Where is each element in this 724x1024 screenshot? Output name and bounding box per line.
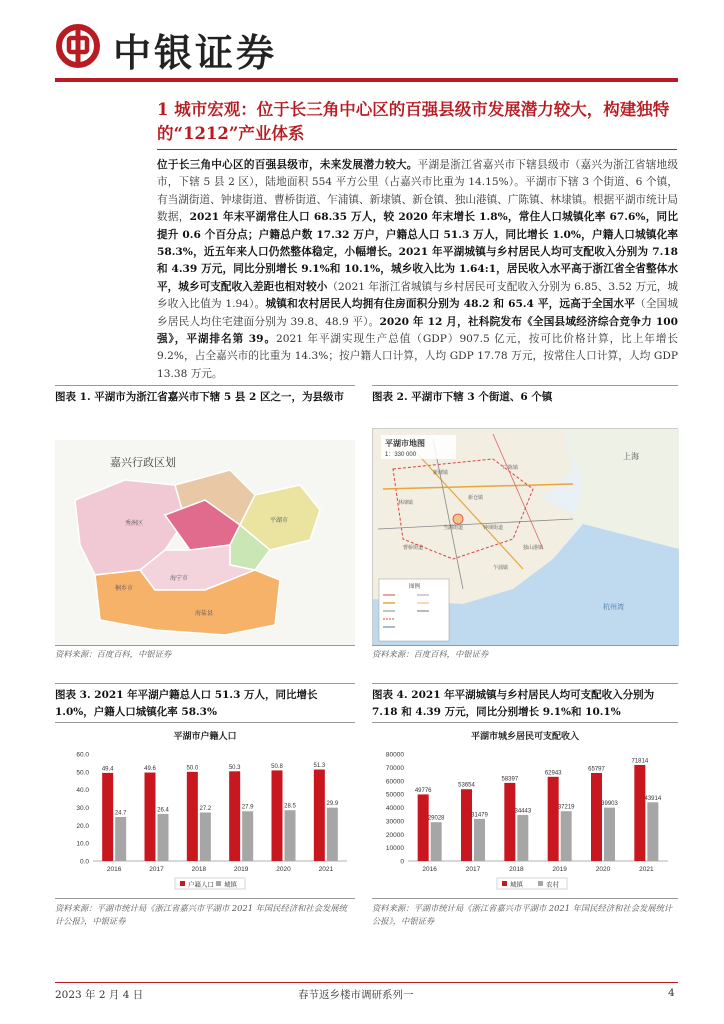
bar-series1: [229, 771, 240, 861]
paragraph-run: 2021 年平湖实现生产总值（GDP）907.5 亿元，按可比价格计算，比上年增长 9.2%，占全嘉兴市的比重为 14.3%；按户籍人口计算，人均 GDP 17.78 万元，按常住人口计算，人均 GDP 13.38 万元。: [157, 333, 678, 380]
bar-series2: [431, 822, 442, 861]
paragraph-run: 平湖是浙江省嘉兴市下辖县级市（嘉兴为浙江省辖地级市，下辖 5 县 2 区），陆地面积 554 平方公里（占嘉兴市比重为 14.15%）。平湖市下辖 3 个街道、6 个镇，有当湖街道、钟埭街道、曹桥街道、乍浦镇、新埭镇、新仓镇、独山港镇、广陈镇、林埭镇。根据平湖市统计局数据，: [157, 159, 679, 224]
data-label: 50.8: [271, 763, 283, 770]
bar-series1: [102, 773, 113, 861]
fig1-label: 平湖市: [270, 518, 289, 524]
fig2-map-title: 平湖市地图: [385, 439, 425, 448]
jiaxing-admin-map: [55, 440, 355, 645]
x-tick-label: 2020: [595, 866, 611, 873]
bar-series2: [561, 811, 572, 861]
bar-series2: [200, 812, 211, 861]
y-tick-label: 30000: [385, 818, 404, 826]
y-tick-label: 40.0: [76, 787, 89, 795]
data-label: 29028: [427, 815, 445, 822]
bank-of-china-logo: [55, 23, 101, 69]
fig2-label: 曹桥街道: [403, 545, 424, 551]
fig2-label: 乍浦镇: [493, 565, 509, 571]
fig3-caption: 图表 3. 2021 年平湖户籍总人口 51.3 万人，同比增长 1.0%，户籍人口城镇化率 58.3%: [55, 689, 318, 718]
fig1-map-title: 嘉兴行政区划: [110, 457, 176, 469]
fig2-bottom-rule: [372, 645, 678, 646]
paragraph-run: （全国城乡居民人均住宅建面分别为 39.8、48.9 平）。: [157, 298, 679, 328]
x-tick-label: 2016: [106, 866, 122, 873]
data-label: 50.3: [228, 764, 241, 771]
data-label: 37219: [557, 804, 575, 811]
data-label: 27.2: [199, 805, 212, 812]
data-label: 29.9: [326, 801, 339, 808]
y-tick-label: 60000: [385, 778, 404, 786]
legend-label: 城镇: [510, 881, 523, 889]
x-tick-label: 2021: [318, 866, 334, 873]
bar-series2: [517, 815, 528, 861]
bar-series1: [314, 770, 325, 861]
data-label: 31479: [471, 812, 488, 819]
data-label: 27.9: [241, 804, 254, 811]
section-title: 1 城市宏观：位于长三角中心区的百强县级市发展潜力较大，构建独特的“1212”产业体系: [157, 100, 670, 143]
bar-series1: [548, 777, 559, 861]
bar-series1: [461, 789, 472, 861]
population-chart: [55, 724, 355, 898]
chart-title: 平湖市户籍人口: [173, 732, 237, 742]
footer-series: 春节返乡楼市调研系列一: [298, 989, 414, 1001]
y-tick-label: 10.0: [76, 840, 89, 848]
bar-series2: [115, 817, 126, 861]
legend-swatch: [180, 881, 185, 886]
fig2-top-rule: [372, 385, 678, 386]
fig2-label: 林埭镇: [398, 500, 414, 506]
data-label: 49776: [414, 787, 432, 794]
bar-series1: [504, 783, 515, 861]
legend-label: 户籍人口: [188, 881, 214, 889]
data-label: 49.6: [144, 766, 156, 773]
fig4-caption: 图表 4. 2021 年平湖城镇与乡村居民人均可支配收入分别为 7.18 和 4.39 万元，同比分别增长 9.1%和 10.1%: [372, 689, 655, 718]
bar-series2: [647, 802, 658, 861]
y-tick-label: 70000: [385, 764, 404, 772]
fig1-label: 海盐县: [195, 611, 214, 617]
bar-series1: [187, 772, 198, 861]
fig1-top-rule: [55, 385, 355, 386]
footer-date: 2023 年 2 月 4 日: [55, 989, 144, 1001]
legend-label: 农村: [546, 881, 559, 889]
bar-series2: [604, 808, 615, 861]
data-label: 51.3: [313, 763, 326, 770]
fig2-label: 上海: [623, 452, 639, 461]
fig3-mid-rule: [55, 722, 355, 723]
legend-label: 城镇: [224, 881, 237, 889]
fig1-caption: 图表 1. 平湖市为浙江省嘉兴市下辖 5 县 2 区之一，为县级市: [55, 391, 345, 403]
chart-title: 平湖市城乡居民可支配收入: [470, 732, 579, 742]
brand-name: 中银证券: [113, 31, 278, 75]
fig2-label: 新仓镇: [468, 495, 484, 501]
fig1-label: 秀洲区: [125, 521, 144, 527]
y-tick-label: 0.0: [79, 858, 89, 866]
fig2-scale: 1：330 000: [385, 452, 417, 458]
bar-series1: [591, 773, 602, 861]
bar-series2: [158, 814, 169, 861]
y-tick-label: 50000: [385, 791, 404, 799]
fig2-source: 资料来源：百度百科，中银证券: [372, 649, 489, 659]
fig1-label: 桐乡市: [115, 586, 134, 592]
y-tick-label: 30.0: [76, 805, 89, 812]
fig4-mid-rule: [372, 722, 678, 723]
bar-series2: [474, 819, 485, 861]
bar-series1: [145, 773, 156, 861]
data-label: 26.4: [157, 807, 169, 814]
y-tick-label: 60.0: [76, 751, 89, 759]
x-tick-label: 2021: [639, 866, 654, 873]
fig2-label: 钟埭街道: [483, 525, 504, 531]
fig2-caption: 图表 2. 平湖市下辖 3 个街道、6 个镇: [372, 391, 553, 403]
y-tick-label: 10000: [385, 845, 404, 853]
data-label: 53654: [458, 782, 475, 789]
y-tick-label: 0: [400, 858, 404, 866]
legend-swatch: [538, 881, 543, 886]
x-tick-label: 2018: [509, 866, 524, 873]
data-label: 71814: [631, 758, 649, 765]
y-tick-label: 50.0: [76, 769, 89, 777]
bar-series1: [418, 794, 429, 861]
data-label: 65797: [588, 766, 605, 773]
section-rule: [157, 149, 677, 150]
y-tick-label: 40000: [385, 805, 404, 812]
fig3-source: 资料来源：平湖市统计局《浙江省嘉兴市平湖市 2021 年国民经济和社会发展统计公报》，中银证券: [55, 903, 347, 926]
fig2-label: 杭州湾: [603, 604, 624, 611]
bar-series2: [285, 810, 296, 861]
bar-series2: [242, 811, 253, 861]
paragraph-run: 位于长三角中心区的百强县级市，未来发展潜力较大。: [157, 159, 418, 171]
data-label: 58397: [501, 776, 519, 783]
fig4-bottom-rule: [372, 898, 678, 899]
legend-swatch: [216, 881, 221, 886]
body-paragraph: [157, 157, 678, 383]
bar-series1: [272, 770, 283, 861]
x-tick-label: 2019: [552, 866, 567, 873]
paragraph-run: 2021 年末平湖常住人口 68.35 万人，较 2020 年末增长 1.8%，常住人口城镇化率 67.6%，同比提升 0.6 个百分点；户籍总户数 17.32 万户，户籍总人口 51.3 万人，同比增长 1.0%，户籍人口城镇化率 58.3%，近五年来人口仍然整体稳定，小幅增长。2021 年平湖城镇与乡村居民人均可支配收入分别为 7.18 和 4.39 万元，同比分别增长 9.1%和 10.1%，城乡收入比为 1.64:1，居民收入水平高于浙江省全省整体水平，城乡可支配收入差距也相对较小: [157, 211, 678, 293]
y-tick-label: 80000: [385, 751, 404, 759]
legend-swatch: [502, 881, 507, 886]
income-chart: [372, 724, 678, 898]
fig2-legend-title: 图例: [409, 584, 421, 590]
x-tick-label: 2018: [191, 866, 207, 873]
bar-series2: [327, 808, 338, 861]
fig2-label: 新埭镇: [433, 470, 449, 476]
x-tick-label: 2016: [422, 866, 437, 873]
fig4-source: 资料来源：平湖市统计局《浙江省嘉兴市平湖市 2021 年国民经济和社会发展统计公报》，中银证券: [372, 903, 673, 926]
page-number: 4: [668, 987, 675, 999]
bar-series1: [634, 765, 645, 861]
data-label: 28.5: [284, 803, 296, 810]
fig1-bottom-rule: [55, 645, 355, 646]
pinghu-city-map: [372, 428, 678, 645]
fig3-bottom-rule: [55, 898, 355, 899]
x-tick-label: 2020: [276, 866, 291, 873]
fig2-label: 当湖街道: [443, 525, 464, 531]
fig1-label: 海宁市: [170, 576, 189, 582]
footer-rule: [55, 982, 678, 983]
fig2-label: 广陈镇: [503, 465, 519, 471]
data-label: 49.4: [101, 766, 114, 773]
fig4-top-rule: [372, 683, 678, 684]
x-tick-label: 2019: [233, 866, 249, 873]
x-tick-label: 2017: [149, 866, 164, 873]
y-tick-label: 20000: [385, 831, 404, 839]
data-label: 24.7: [114, 810, 127, 817]
y-tick-label: 20.0: [76, 822, 89, 830]
header-rule: [55, 78, 678, 82]
paragraph-run: （2021 年浙江省城镇与乡村居民可支配收入分别为 6.85、3.52 万元，城乡收入比值为 1.94）。: [157, 280, 678, 311]
data-label: 43914: [644, 795, 662, 802]
x-tick-label: 2017: [465, 866, 481, 873]
fig1-source: 资料来源：百度百科，中银证券: [55, 649, 172, 659]
data-label: 39903: [601, 801, 618, 808]
data-label: 62943: [544, 770, 562, 777]
data-label: 34443: [514, 808, 532, 815]
paragraph-run: 城镇和农村居民人均拥有住房面积分别为 48.2 和 65.4 平，远高于全国水平: [265, 298, 636, 311]
fig2-label: 独山港镇: [523, 545, 544, 551]
paragraph-run: 2020 年 12 月，社科院发布《全国县域经济综合竞争力 100 强》，平湖排名第 39。: [157, 315, 679, 346]
page-header: [55, 18, 675, 78]
fig3-top-rule: [55, 683, 355, 684]
data-label: 50.0: [186, 765, 199, 772]
